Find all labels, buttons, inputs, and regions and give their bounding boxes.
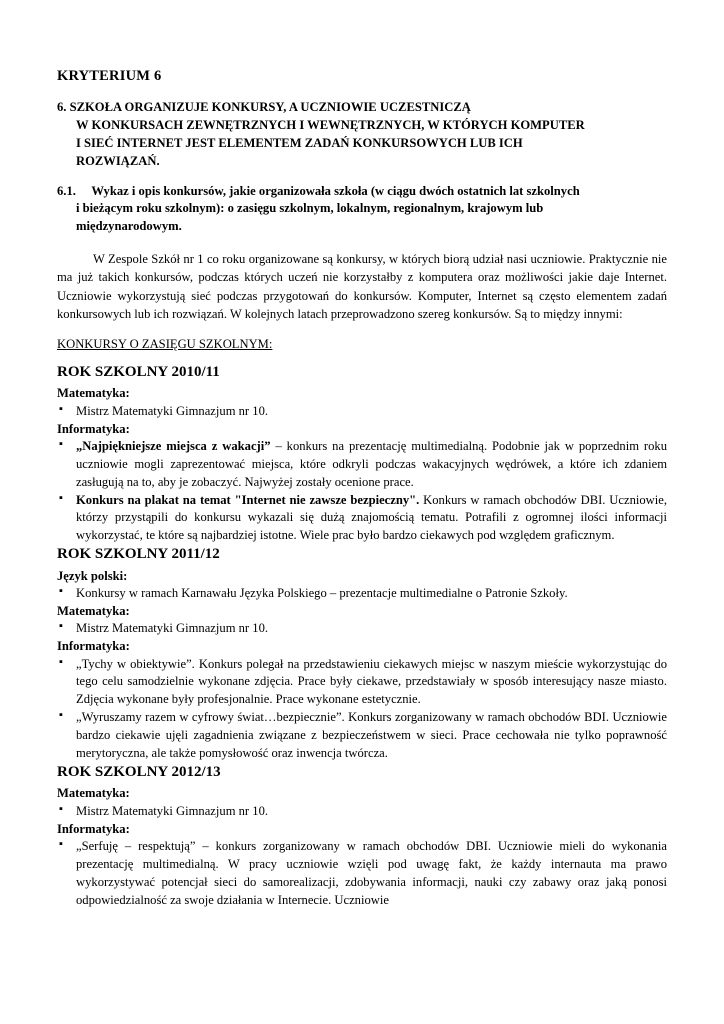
list-item bbox=[57, 656, 667, 710]
criterion-line-1: SZKOŁA ORGANIZUJE KONKURSY, A UCZNIOWIE UCZESTNICZĄ bbox=[69, 100, 471, 114]
competition-list bbox=[57, 438, 667, 545]
years-container bbox=[57, 363, 667, 910]
list-item-text: „Tychy w obiektywie”. Konkurs polegał na przedstawieniu ciekawych miejsc w naszym mieście wykorzystując do tego celu samodzielnie wykonane zdjęcia. Prace były ciekawe, przedstawiały w sposób interesujący nasze miasto. Zdjęcia wykonane były profesjonalnie. Prace wykonane estetycznie. bbox=[76, 656, 667, 707]
criterion-statement bbox=[57, 99, 667, 171]
subject-label: Język polski: bbox=[57, 568, 128, 583]
subcriterion-line-3: międzynarodowym. bbox=[76, 219, 182, 234]
year-title: ROK SZKOLNY 2012/13 bbox=[57, 763, 221, 780]
subcriterion-line-1: Wykaz i opis konkursów, jakie organizowała szkoła (w ciągu dwóch ostatnich lat szkolnych bbox=[91, 183, 580, 198]
year-block bbox=[57, 763, 667, 910]
criterion-line-4: ROZWIĄZAŃ. bbox=[76, 153, 160, 168]
subject-label: Matematyka: bbox=[57, 386, 130, 401]
competition-list bbox=[57, 585, 667, 603]
list-item-text: Konkurs w ramach obchodów DBI. Uczniowie, którzy przystąpili do konkursu wykazali się dużą znajomością tematu. Potrafili z ogromnej ilości informacji wykorzystać, te które są najbardziej istotne. Wiele prac było bardzo ciekawych pod względem graficznym. bbox=[76, 492, 667, 543]
criterion-number: 6. bbox=[57, 100, 67, 114]
list-item-lead: „Najpiękniejsze miejsca z wakacji” bbox=[76, 438, 271, 453]
list-item-text: „Wyruszamy razem w cyfrowy świat…bezpiecznie”. Konkurs zorganizowany w ramach obchodów BDI. Uczniowie bardzo ciekawie ujęli zagadnienia związane z bezpieczeństwem w sieci. Prace cechowała nie tylko poprawność merytoryczna, ale także pomysłowość oraz inwencja twórcza. bbox=[76, 710, 667, 760]
list-item-lead: Konkurs na plakat na temat "Internet nie zawsze bezpieczny". bbox=[76, 492, 420, 507]
subject-label: Matematyka: bbox=[57, 786, 130, 801]
list-item bbox=[57, 585, 667, 603]
list-item-text: Konkursy w ramach Karnawału Języka Polskiego – prezentacje multimedialne o Patronie Szkoły. bbox=[76, 586, 568, 600]
criterion-line-3: I SIEĆ INTERNET JEST ELEMENTEM ZADAŃ KONKURSOWYCH LUB ICH bbox=[76, 135, 523, 150]
year-title: ROK SZKOLNY 2010/11 bbox=[57, 363, 220, 380]
competition-list bbox=[57, 656, 667, 763]
subcriterion-number: 6.1. bbox=[57, 183, 76, 198]
subject-label: Matematyka: bbox=[57, 603, 130, 618]
list-item bbox=[57, 838, 667, 910]
list-item-text: Mistrz Matematyki Gimnazjum nr 10. bbox=[76, 621, 269, 636]
list-item bbox=[57, 620, 667, 638]
list-item-text: „Serfuję – respektują” – konkurs zorganizowany w ramach obchodów DBI. Uczniowie mieli do wykonania prezentację multimedialną. W pracy uczniowie wzięli pod uwagę fakt, że każdy internauta ma prawo wykorzystywać potencjał sieci do samorealizacji, zdobywania informacji, nauki czy zabawy oraz jaką ponosi odpowiedzialność za swoje działania w Internecie. Uczniowie bbox=[76, 838, 667, 907]
subject-label: Informatyka: bbox=[57, 821, 130, 836]
competition-list bbox=[57, 620, 667, 638]
list-item bbox=[57, 709, 667, 763]
list-item-text: Mistrz Matematyki Gimnazjum nr 10. bbox=[76, 803, 269, 818]
list-item bbox=[57, 438, 667, 492]
list-item bbox=[57, 492, 667, 546]
list-item-text: Mistrz Matematyki Gimnazjum nr 10. bbox=[76, 403, 269, 418]
list-item-text: – konkurs na prezentację multimedialną. Podobnie jak w poprzednim roku uczniowie mogli zaprezentować miejsca, które odkryli podczas wakacyjnych wędrówek, a które ich zdaniem zasługują na to, aby je zobaczyć. Najwyżej zostały ocenione prace. bbox=[76, 438, 667, 489]
section-title: KONKURSY O ZASIĘGU SZKOLNYM: bbox=[57, 337, 273, 352]
competition-list bbox=[57, 838, 667, 910]
list-item bbox=[57, 403, 667, 421]
competition-list bbox=[57, 403, 667, 421]
subject-label: Informatyka: bbox=[57, 639, 130, 654]
list-item bbox=[57, 803, 667, 821]
year-title: ROK SZKOLNY 2011/12 bbox=[57, 546, 220, 563]
year-block bbox=[57, 545, 667, 763]
competition-list bbox=[57, 803, 667, 821]
subcriterion-statement bbox=[57, 183, 667, 237]
year-block bbox=[57, 363, 667, 545]
page-title: KRYTERIUM 6 bbox=[57, 68, 162, 84]
criterion-line-2: W KONKURSACH ZEWNĘTRZNYCH I WEWNĘTRZNYCH, W KTÓRYCH KOMPUTER bbox=[76, 117, 585, 132]
intro-paragraph: W Zespole Szkół nr 1 co roku organizowane są konkursy, w których biorą udział nasi uczniowie. Praktycznie nie ma już takich konkursów, podczas których uczeń nie korzystałby z komputera oraz możliwości jakie daje Internet. Uczniowie wykorzystują sieć podczas przygotowań do konkursów. Komputer, Internet są często elementem zadań konkursowych lub ich rozwiązań. W kolejnych latach przeprowadzono szereg konkursów. Są to między innymi: bbox=[57, 252, 667, 321]
subcriterion-line-2: i bieżącym roku szkolnym): o zasięgu szkolnym, lokalnym, regionalnym, krajowym lub bbox=[76, 201, 544, 216]
subject-label: Informatyka: bbox=[57, 421, 130, 436]
